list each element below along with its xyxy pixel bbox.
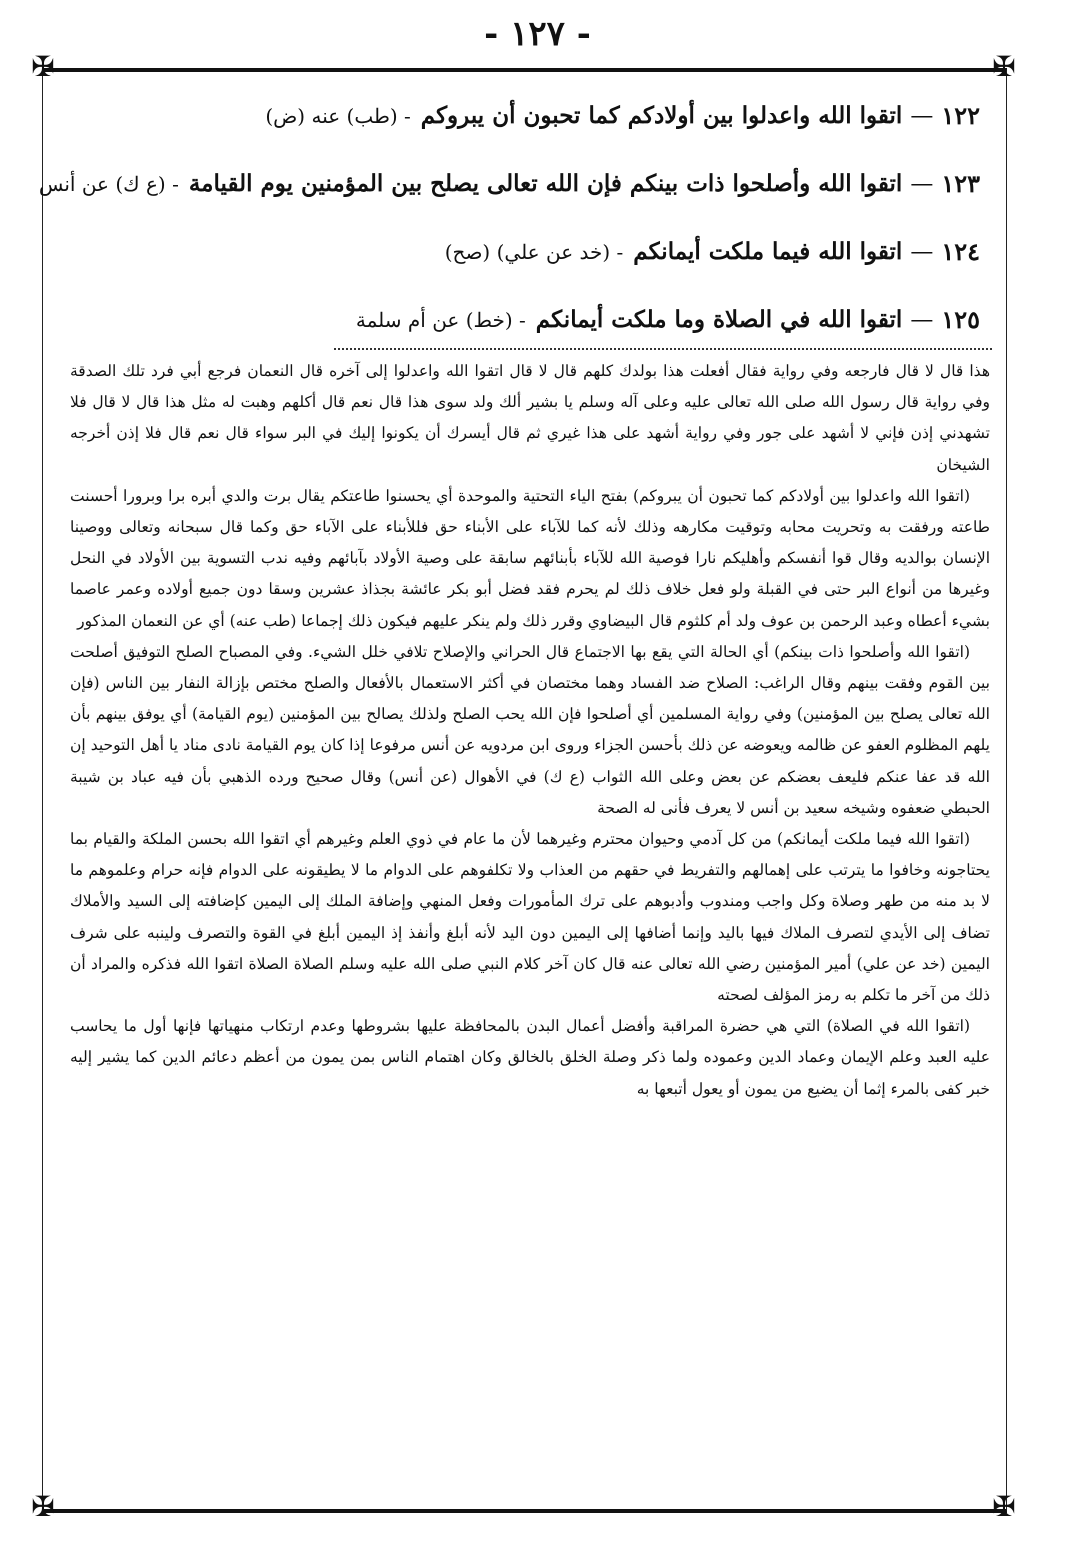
hadith-dash: — [910, 171, 934, 197]
hadith-list [38, 82, 980, 354]
hadith-source: - (خط) عن أم سلمة [355, 308, 526, 332]
commentary-paragraph: هذا قال لا قال فارجعه وفي رواية فقال أفعلت هذا بولدك كلهم قال لا قال اتقوا الله واعدلوا إلى آخره قال النعمان فرجع أبي فرد تلك الصدقة وفي رواية قال رسول الله صلى الله تعالى عليه وعلى آله وسلم يا بشير ألك ولد سوى هذا قال نعم قال أكلهم وهبت له مثل هذا قال لا قال فلا تشهدني إذن فإني لا أشهد على جور وفي رواية أشهد على هذا غيري ثم قال أيسرك أن يكونوا إليك في البر سواء قال نعم قال فلا إذن أخرجه الشيخان [70, 362, 990, 474]
hadith-dash: — [910, 103, 934, 129]
hadith-source: - (خد عن علي) (صح) [444, 240, 624, 264]
ornament-cross-icon: ✠ [31, 50, 55, 83]
hadith-source: - (ع ك) عن أنس [38, 172, 179, 196]
hadith-number: ١٢٤ [941, 237, 980, 266]
commentary-paragraph: (اتقوا الله في الصلاة) التي هي حضرة المراقبة وأفضل أعمال البدن بالمحافظة عليها بشروطها وعدم ارتكاب منهياتها فإنها أول ما يحاسب عليه العبد وعلم الإيمان وعماد الدين وعموده ولما ذكر وصلة الخلق بالخالق وكان اهتمام الناس بمن يمون من أعظم دعائم الدين كما يشير إليه خبر كفى بالمرء إثما أن يضيع من يمون أو يعول أتبعها به [70, 1017, 990, 1098]
ornament-cross-icon: ✠ [992, 1490, 1016, 1523]
dotted-divider [334, 348, 992, 350]
ornament-cross-icon: ✠ [992, 50, 1016, 83]
hadith-entry [72, 218, 980, 286]
hadith-text: اتقوا الله واعدلوا بين أولادكم كما تحبون أن يبروكم [420, 102, 903, 129]
ornament-cross-icon: ✠ [31, 1490, 55, 1523]
hadith-text: اتقوا الله فيما ملكت أيمانكم [633, 238, 903, 265]
hadith-dash: — [910, 239, 934, 265]
hadith-text: اتقوا الله في الصلاة وما ملكت أيمانكم [535, 306, 903, 333]
hadith-number: ١٢٢ [941, 101, 980, 130]
commentary-body [70, 356, 990, 1105]
hadith-entry [72, 82, 980, 150]
commentary-paragraph: (اتقوا الله فيما ملكت أيمانكم) من كل آدمي وحيوان محترم وغيرهما لأن ما عام في ذوي العلم وغيرهم أي اتقوا الله بحسن الملكة والقيام بما يحتاجونه وخافوا ما يترتب على إهمالهم والتفريط في حقهم من العذاب ولا تكلفوهم على الدوام ما لا يطيقونه على الدوام فإنه حرام وعلموهم ما لا بد منه من طهر وصلاة وكل واجب ومندوب وأدبوهم على ترك المأمورات وفعل المنهي وإضافة الملك إلى اليمين كإضافته إلى السيد والأملاك تضاف إلى الأيدي لتصرف الملاك فيها باليد وإنما أضافها إلى اليمين دون اليد لأنه أبلغ وأنفذ إذ اليمين أبلغ في القوة والتصرف ولينبه على شرف اليمين (خد عن علي) أمير المؤمنين رضي الله تعالى عنه قال كان آخر كلام النبي صلى الله عليه وسلم الصلاة الصلاة اتقوا الله فذكره والمراد أن ذلك من آخر ما تكلم به رمز المؤلف لصحته [70, 830, 990, 1005]
hadith-entry [38, 150, 980, 218]
hadith-source: - (طب) عنه (ض) [265, 104, 411, 128]
page-number: - ١٢٧ - [484, 14, 591, 54]
commentary-paragraph: (اتقوا الله وأصلحوا ذات بينكم) أي الحالة التي يقع بها الاجتماع قال الحراني والإصلاح تلافي خلل الشيء. وفي المصباح الصلح التوفيق أصلحت بين القوم وفقت بينهم وقال الراغب: الصلاح ضد الفساد وهما مختصان في أكثر الاستعمال بالأفعال والصلح مختص بإزالة النفار بين الناس (فإن الله تعالى يصلح بين المؤمنين) وفي رواية المسلمين أي أصلحوا فإن الله يحب الصلح ولذلك يصالح بين المؤمنين (يوم القيامة) أي يوفق بينهم بأن يلهم المظلوم العفو عن ظالمه ويعوضه عن ذلك بأحسن الجزاء وروى ابن مردويه عن أنس مرفوعا إذا كان يوم القيامة نادى مناد يا أهل التوحيد إن الله قد عفا عنكم فليعف بعضكم عن بعض وعلى الله الثواب (ع ك) في الأهوال (عن أنس) وقال صحيح ورده الذهبي بأن فيه عباد بن شيبة الحبطي ضعفوه وشيخه سعيد بن أنس لا يعرف فأنى له الصحة [70, 642, 990, 817]
commentary-paragraph: (اتقوا الله واعدلوا بين أولادكم كما تحبون أن يبروكم) بفتح الياء التحتية والموحدة أي يحسنوا طاعتكم يقال برت والدي أبره برا وبرورا أحسنت طاعته ورفقت به وتحريت محابه وتوقيت مكارهه وذلك لأنه كما للآباء على الأبناء حق فللأبناء على الآباء حق وكما قال سبحانه وتعالى ووصينا الإنسان بوالديه وقال قوا أنفسكم وأهليكم نارا فوصية الله للآباء بأبنائهم سابقة على وصية الأولاد بآبائهم وفيه ندب التسوية بين الأولاد في النحل وغيرها من أنواع البر حتى في القبلة ولو فعل خلاف ذلك لم يحرم فقد فضل أبو بكر عائشة بجذاذ عشرين وسقا دون جميع أولاده وعمر عاصما بشيء أعطاه وعبد الرحمن بن عوف ولد أم كلثوم قال البيضاوي وقرر ذلك ولم ينكر عليهم فيكون ذلك إجماعا (طب عنه) أي عن النعمان المذكور [70, 486, 990, 630]
hadith-entry [72, 286, 980, 354]
hadith-number: ١٢٥ [941, 305, 980, 334]
hadith-text: اتقوا الله وأصلحوا ذات بينكم فإن الله تعالى يصلح بين المؤمنين يوم القيامة [188, 170, 903, 197]
hadith-number: ١٢٣ [941, 169, 980, 198]
hadith-dash: — [910, 307, 934, 333]
